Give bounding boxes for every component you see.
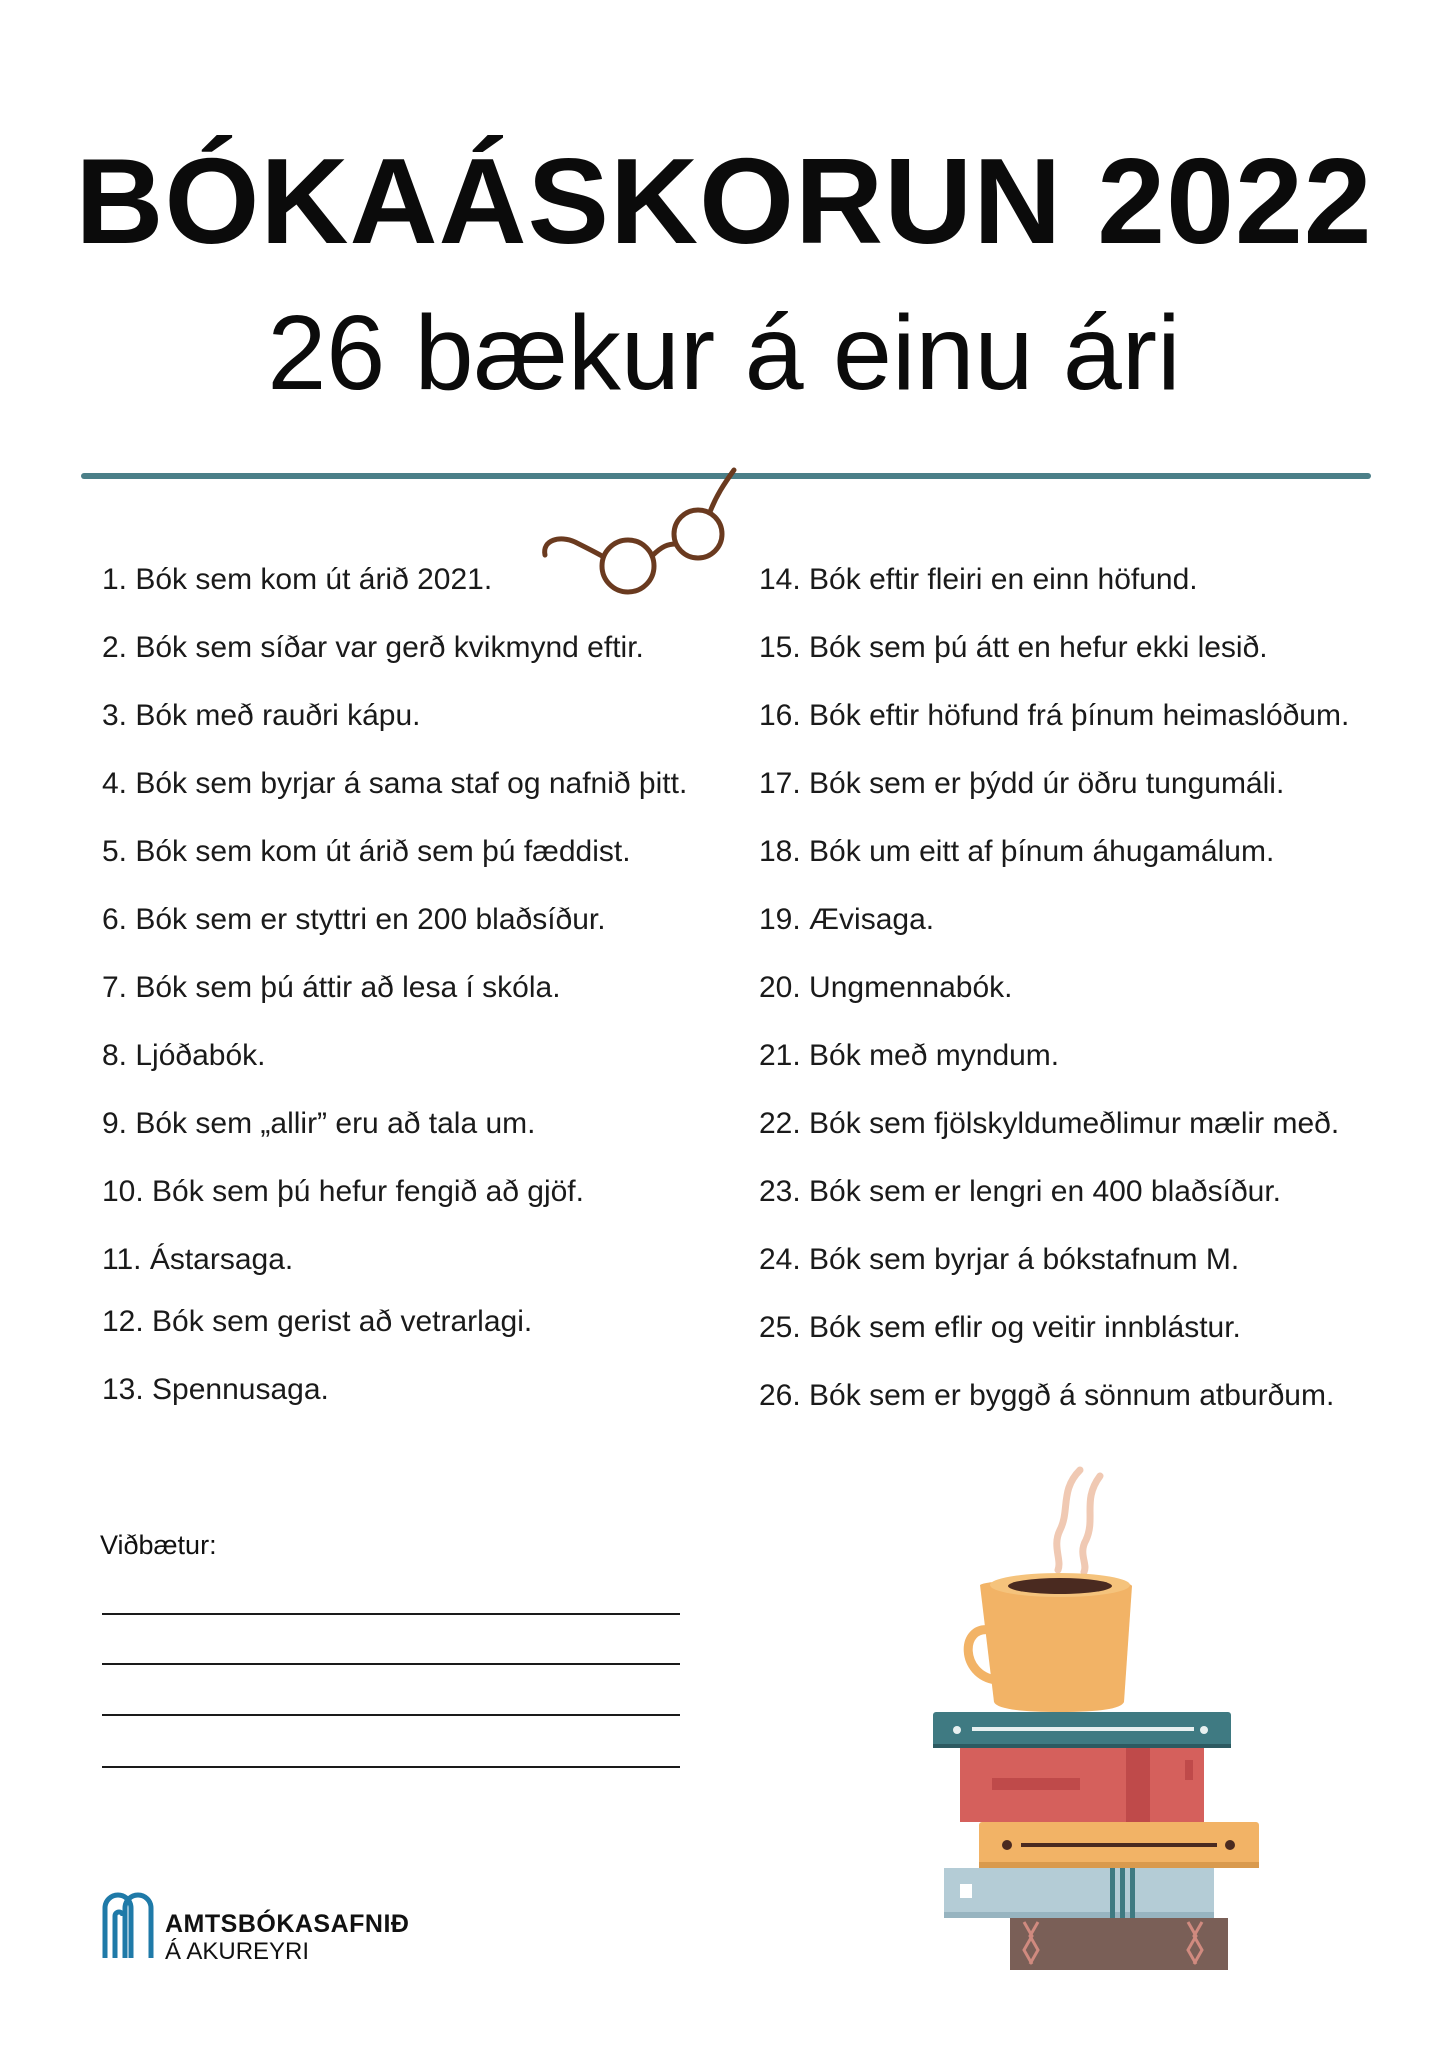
list-item: 23. Bók sem er lengri en 400 blaðsíður.	[759, 1175, 1281, 1208]
extras-write-line	[102, 1663, 680, 1665]
list-item: 2. Bók sem síðar var gerð kvikmynd eftir.	[102, 631, 644, 664]
list-item: 21. Bók með myndum.	[759, 1039, 1060, 1072]
list-item: 6. Bók sem er styttri en 200 blaðsíður.	[102, 903, 606, 936]
list-item: 13. Spennusaga.	[102, 1373, 329, 1406]
book-blue-top	[933, 1712, 1231, 1748]
list-item: 20. Ungmennabók.	[759, 971, 1013, 1004]
list-item: 22. Bók sem fjölskyldumeðlimur mælir með.	[759, 1107, 1340, 1140]
extras-write-line	[102, 1766, 680, 1768]
list-item: 12. Bók sem gerist að vetrarlagi.	[102, 1305, 533, 1338]
library-location: Á AKUREYRI	[165, 1938, 310, 1965]
list-item: 5. Bók sem kom út árið sem þú fæddist.	[102, 835, 631, 868]
list-item: 18. Bók um eitt af þínum áhugamálum.	[759, 835, 1275, 868]
page-subtitle: 26 bækur á einu ári	[267, 294, 1181, 412]
list-item: 26. Bók sem er byggð á sönnum atburðum.	[759, 1379, 1335, 1412]
steam-icon	[1057, 1470, 1100, 1572]
list-item: 1. Bók sem kom út árið 2021.	[102, 563, 493, 596]
book-red	[960, 1748, 1204, 1822]
list-item: 16. Bók eftir höfund frá þínum heimaslóðum.	[759, 699, 1350, 732]
library-name: AMTSBÓKASAFNIÐ	[165, 1910, 410, 1938]
page-title: BÓKAÁSKORUN 2022	[75, 133, 1373, 269]
list-item: 15. Bók sem þú átt en hefur ekki lesið.	[759, 631, 1268, 664]
list-item: 10. Bók sem þú hefur fengið að gjöf.	[102, 1175, 584, 1208]
list-item: 4. Bók sem byrjar á sama staf og nafnið þitt.	[102, 767, 688, 800]
glasses-icon	[540, 460, 740, 610]
list-item: 25. Bók sem eflir og veitir innblástur.	[759, 1311, 1241, 1344]
list-item: 24. Bók sem byrjar á bókstafnum M.	[759, 1243, 1240, 1276]
extras-write-line	[102, 1714, 680, 1716]
list-item: 17. Bók sem er þýdd úr öðru tungumáli.	[759, 767, 1285, 800]
book-brown-bottom	[1010, 1918, 1228, 1970]
book-stack-icon	[920, 1460, 1280, 1980]
list-item: 9. Bók sem „allir” eru að tala um.	[102, 1107, 536, 1140]
library-logo-mark-icon	[101, 1890, 155, 1958]
coffee-cup-icon	[968, 1573, 1132, 1712]
book-light-blue	[944, 1868, 1214, 1918]
list-item: 11. Ástarsaga.	[102, 1243, 294, 1276]
list-item: 7. Bók sem þú áttir að lesa í skóla.	[102, 971, 561, 1004]
list-item: 19. Ævisaga.	[759, 903, 935, 936]
list-item: 8. Ljóðabók.	[102, 1039, 266, 1072]
list-item: 3. Bók með rauðri kápu.	[102, 699, 421, 732]
list-item: 14. Bók eftir fleiri en einn höfund.	[759, 563, 1198, 596]
extras-label: Viðbætur:	[100, 1530, 217, 1560]
extras-write-line	[102, 1613, 680, 1615]
book-orange	[979, 1822, 1259, 1868]
